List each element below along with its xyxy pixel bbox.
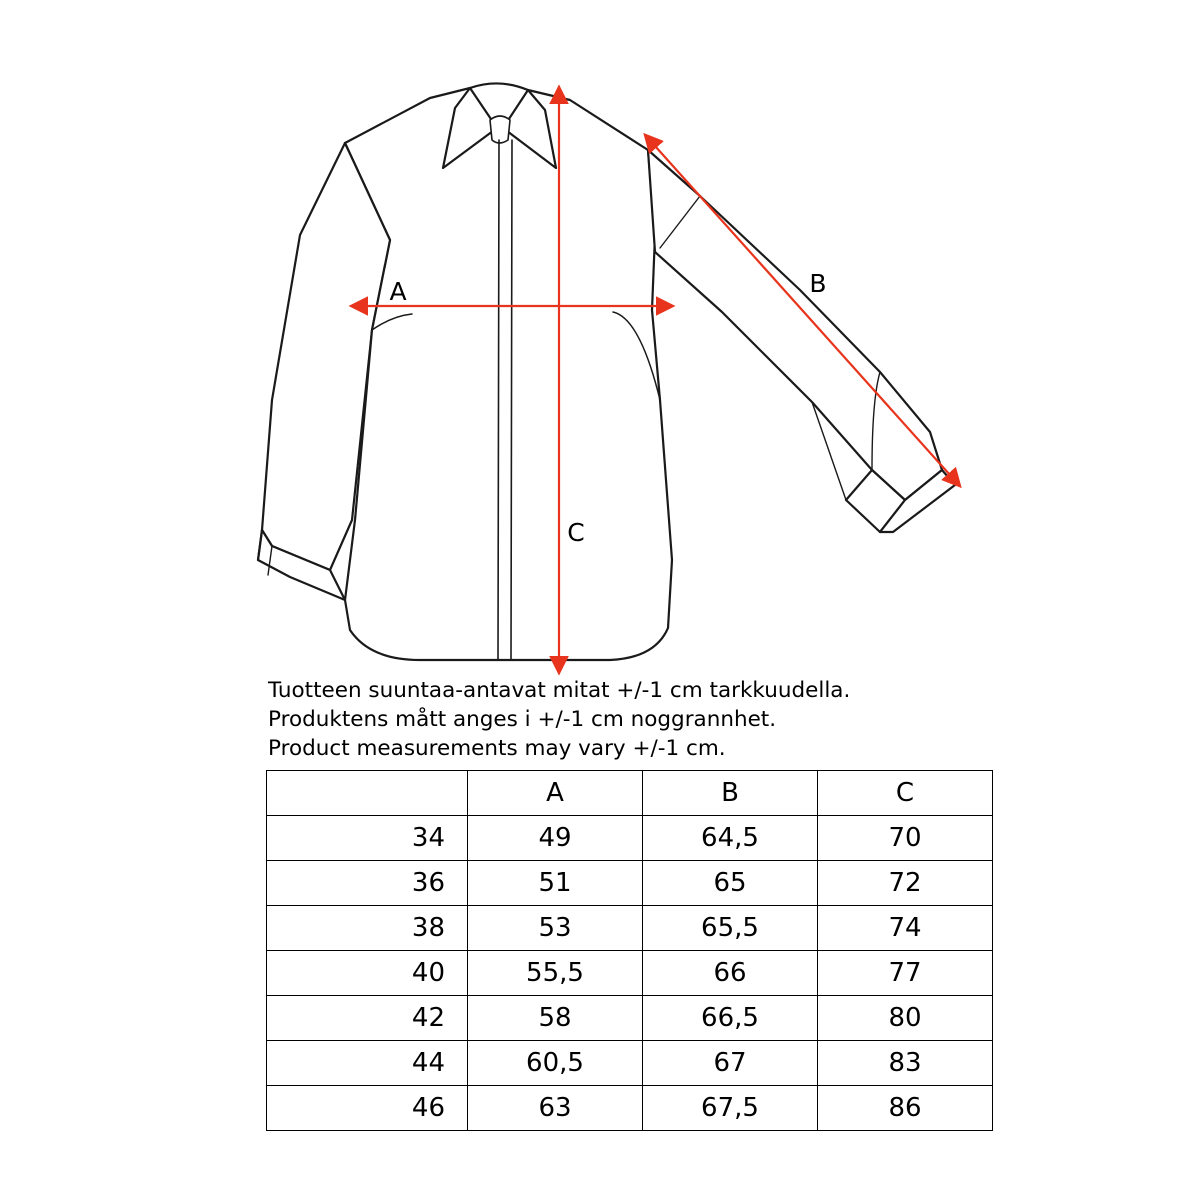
cell-b: 67	[643, 1041, 818, 1086]
cell-a: 58	[468, 996, 643, 1041]
note-line-fi: Tuotteen suuntaa-antavat mitat +/-1 cm tarkkuudella.	[268, 678, 851, 703]
cell-a: 55,5	[468, 951, 643, 996]
cell-size: 46	[267, 1086, 468, 1131]
cell-c: 86	[818, 1086, 993, 1131]
cell-size: 44	[267, 1041, 468, 1086]
cell-a: 49	[468, 816, 643, 861]
header-a: A	[468, 771, 643, 816]
table-row	[267, 1041, 993, 1086]
cell-c: 70	[818, 816, 993, 861]
note-line-en: Product measurements may vary +/-1 cm.	[268, 736, 726, 761]
cell-c: 83	[818, 1041, 993, 1086]
cell-c: 74	[818, 906, 993, 951]
cell-a: 60,5	[468, 1041, 643, 1086]
header-b: B	[643, 771, 818, 816]
cell-size: 42	[267, 996, 468, 1041]
cell-c: 80	[818, 996, 993, 1041]
table-row	[267, 996, 993, 1041]
table-row	[267, 906, 993, 951]
measurement-notes	[268, 676, 1068, 763]
dimension-arrow-b	[655, 146, 950, 475]
table-header-row	[267, 771, 993, 816]
shirt-outline	[258, 83, 955, 660]
table-row	[267, 951, 993, 996]
cell-b: 66,5	[643, 996, 818, 1041]
cell-b: 64,5	[643, 816, 818, 861]
table-row	[267, 1086, 993, 1131]
cell-b: 66	[643, 951, 818, 996]
cell-b: 65	[643, 861, 818, 906]
cell-size: 38	[267, 906, 468, 951]
cell-size: 40	[267, 951, 468, 996]
cell-c: 72	[818, 861, 993, 906]
cell-c: 77	[818, 951, 993, 996]
header-c: C	[818, 771, 993, 816]
cell-b: 67,5	[643, 1086, 818, 1131]
table-row	[267, 861, 993, 906]
dimension-label-b: B	[809, 269, 827, 298]
table-row	[267, 816, 993, 861]
cell-a: 51	[468, 861, 643, 906]
cell-a: 53	[468, 906, 643, 951]
header-size	[267, 771, 468, 816]
note-line-sv: Produktens mått anges i +/-1 cm noggrannhet.	[268, 707, 777, 732]
size-table	[266, 770, 993, 1131]
dimension-label-c: C	[567, 518, 585, 547]
cell-size: 36	[267, 861, 468, 906]
dimension-label-a: A	[389, 277, 407, 306]
cell-b: 65,5	[643, 906, 818, 951]
cell-size: 34	[267, 816, 468, 861]
cell-a: 63	[468, 1086, 643, 1131]
